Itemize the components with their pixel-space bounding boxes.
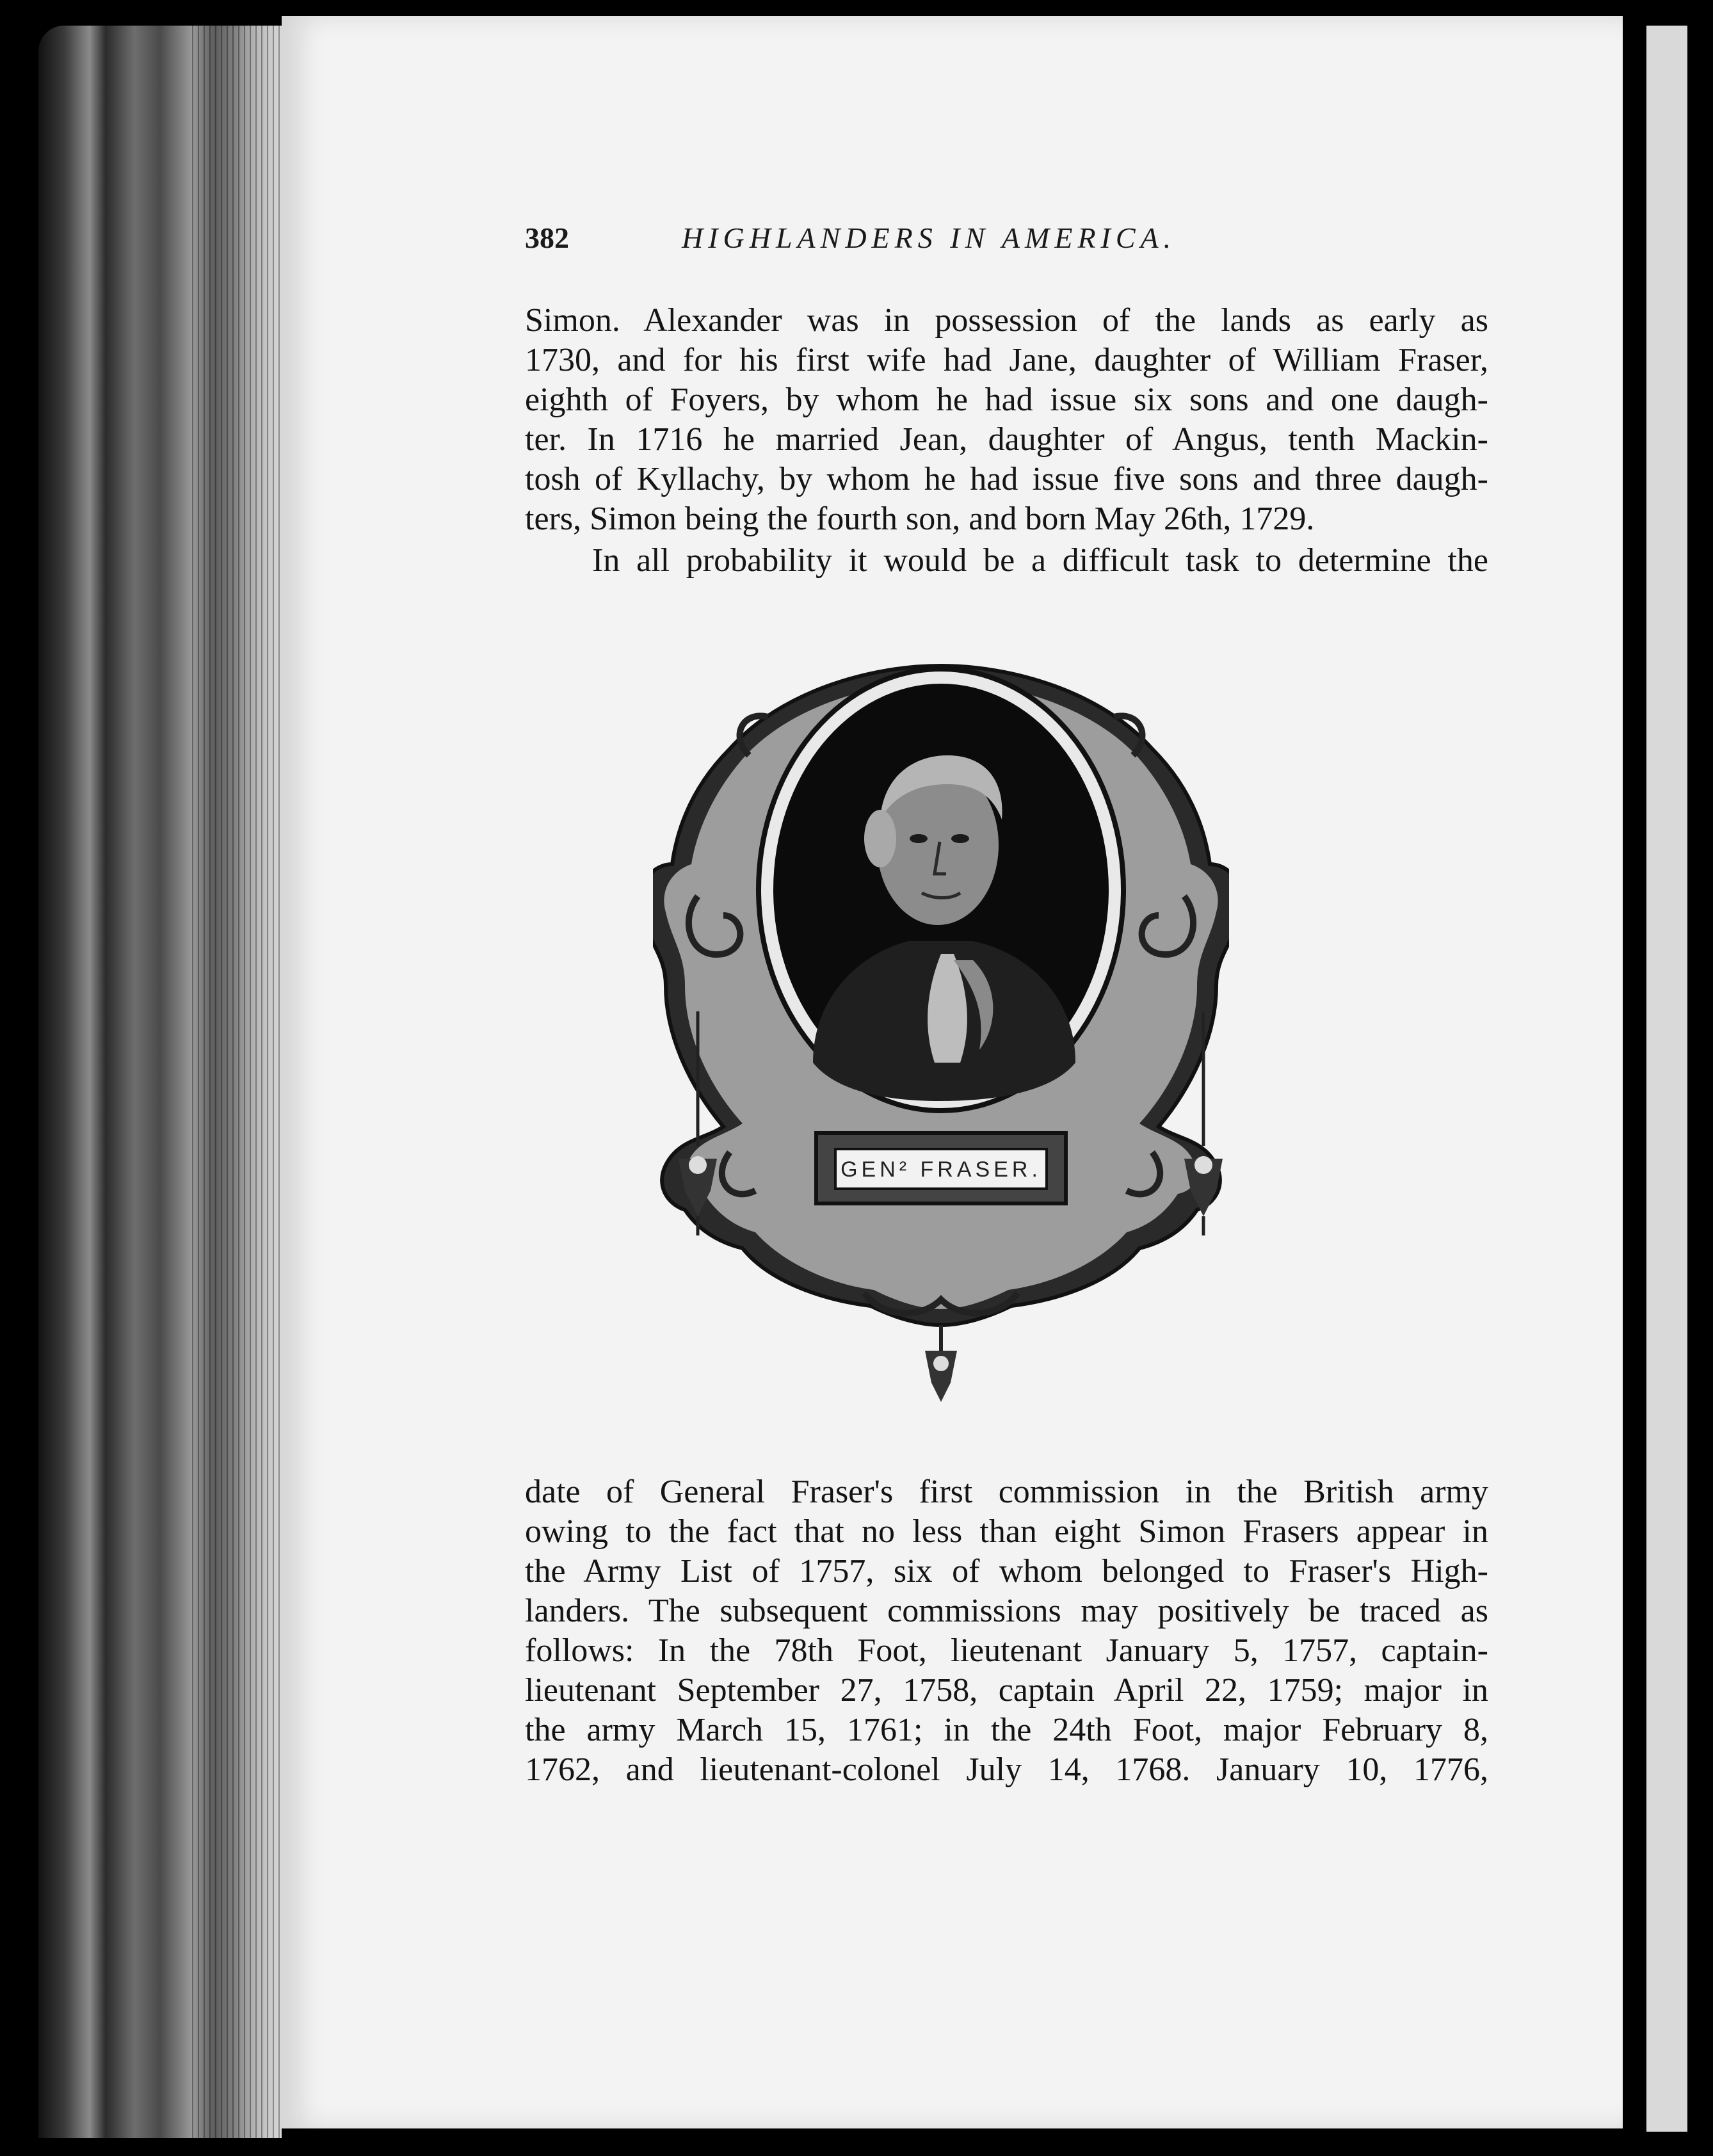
- text-line: tosh of Kyllachy, by whom he had issue five sons and three daugh-: [525, 461, 1488, 497]
- text-line: the army March 15, 1761; in the 24th Foot, major February 8,: [525, 1712, 1488, 1748]
- next-page-edge: [1646, 26, 1687, 2132]
- text-line: 1762, and lieutenant-colonel July 14, 1768. January 10, 1776,: [525, 1751, 1488, 1788]
- text-line: lieutenant September 27, 1758, captain April 22, 1759; major in: [525, 1672, 1488, 1709]
- paragraph-2-start: [525, 541, 1488, 581]
- running-head: HIGHLANDERS IN AMERICA.: [682, 221, 1177, 254]
- text-line: follows: In the 78th Foot, lieutenant January 5, 1757, captain-: [525, 1632, 1488, 1669]
- page-number: 382: [525, 221, 569, 254]
- text-line: owing to the fact that no less than eight Simon Frasers appear in: [525, 1513, 1488, 1550]
- paragraph-1: [525, 301, 1488, 539]
- text-line: ter. In 1716 he married Jean, daughter of Angus, tenth Mackin-: [525, 421, 1488, 458]
- text-line: date of General Fraser's first commission in the British army: [525, 1474, 1488, 1510]
- text-line: eighth of Foyers, by whom he had issue six sons and one daugh-: [525, 382, 1488, 418]
- text-line: In all probability it would be a difficult task to determine the: [592, 542, 1488, 579]
- text-line: 1730, and for his first wife had Jane, daughter of William Fraser,: [525, 342, 1488, 378]
- text-line: landers. The subsequent commissions may positively be traced as: [525, 1593, 1488, 1629]
- paragraph-2-continued: [525, 1472, 1488, 1790]
- text-line: the Army List of 1757, six of whom belonged to Fraser's High-: [525, 1553, 1488, 1589]
- portrait-illustration: [653, 653, 1229, 1421]
- text-line: Simon. Alexander was in possession of the lands as early as: [525, 302, 1488, 339]
- page-header: [525, 221, 1485, 266]
- portrait-engraving: [653, 653, 1229, 1421]
- pendant-bottom: [925, 1325, 957, 1402]
- text-line: ters, Simon being the fourth son, and born May 26th, 1729.: [525, 501, 1315, 537]
- name-plate-label: GEN² FRASER.: [840, 1157, 1041, 1182]
- page-edge-lines: [192, 26, 282, 2138]
